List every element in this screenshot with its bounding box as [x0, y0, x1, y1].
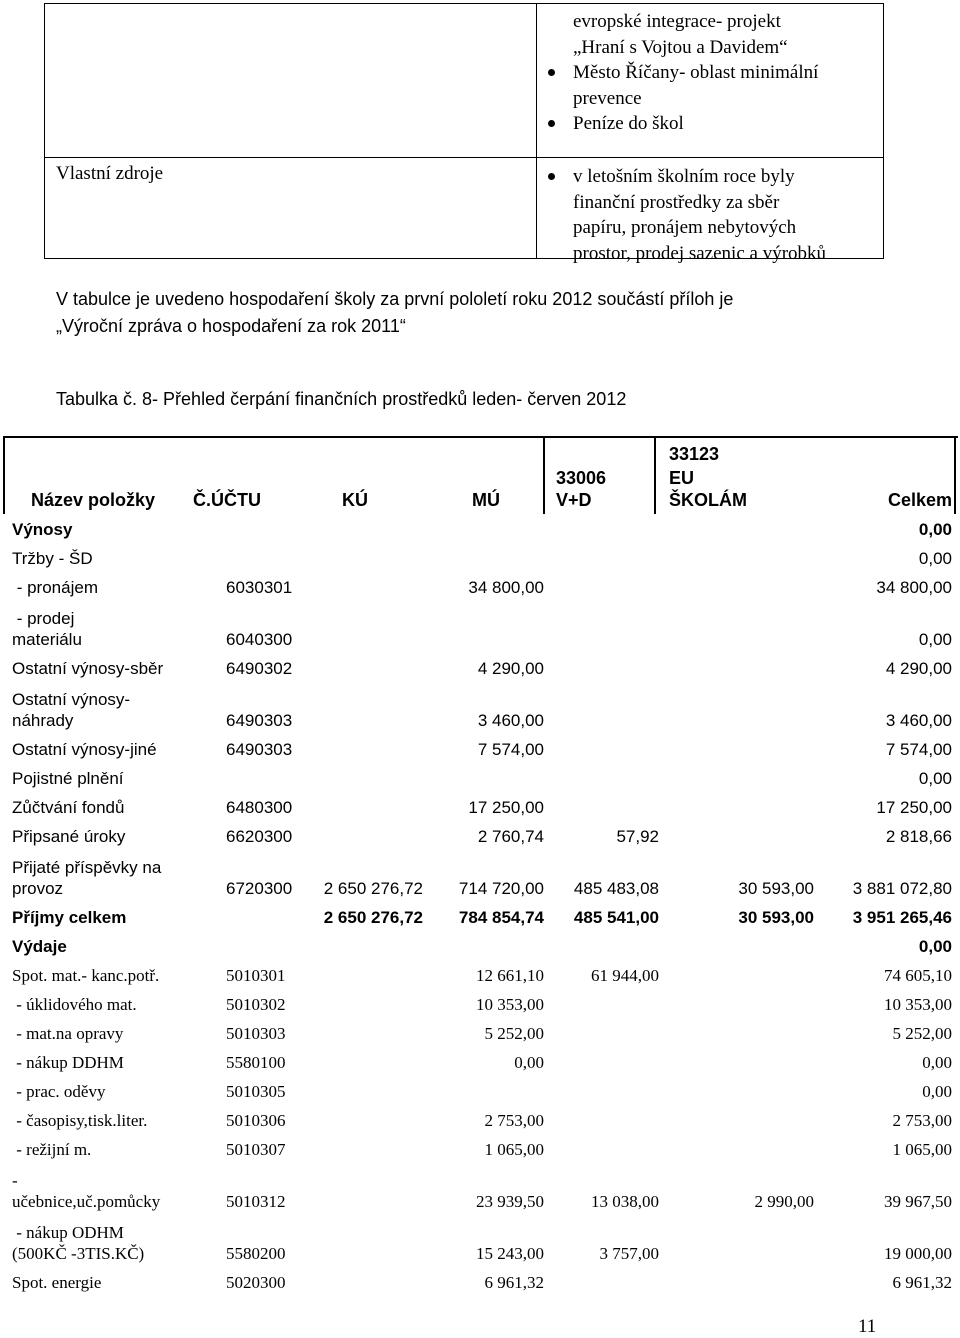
- table-row: [3, 960, 958, 989]
- list-item: Město Říčany- oblast minimální: [573, 60, 818, 86]
- row-account: 6490303: [226, 711, 293, 730]
- row-mu: 7 574,00: [477, 740, 544, 759]
- table-row: [3, 902, 958, 931]
- row-name: Ostatní výnosy-jiné: [12, 740, 157, 759]
- page-number: 11: [858, 1316, 877, 1337]
- table-row: [3, 1215, 958, 1267]
- row-total: 0,00: [922, 1082, 952, 1101]
- own-resources-label: Vlastní zdroje: [56, 163, 164, 184]
- row-name: Ostatní výnosy-sběr: [12, 659, 164, 678]
- row-mu: 23 939,50: [476, 1192, 544, 1211]
- row-account: 5010306: [226, 1111, 286, 1130]
- row-total: 0,00: [922, 1053, 952, 1072]
- row-total: 19 000,00: [884, 1244, 952, 1263]
- list-item: papíru, pronájem nebytových: [573, 217, 797, 238]
- row-total: 6 961,32: [892, 1273, 952, 1292]
- row-total: 2 753,00: [892, 1111, 952, 1130]
- table-row: [3, 1163, 958, 1215]
- row-mu: 12 661,10: [476, 966, 544, 985]
- table-body: [3, 514, 958, 1296]
- row-total: 5 252,00: [892, 1024, 952, 1043]
- row-account: 5010301: [226, 966, 286, 985]
- row-33123: 30 593,00: [738, 908, 814, 927]
- table-row: [3, 543, 958, 572]
- intro-line-2: „Výroční zpráva o hospodaření za rok 2011“: [56, 316, 406, 336]
- row-name: - učebnice,uč.pomůcky: [12, 1171, 161, 1211]
- row-mu: 2 753,00: [484, 1111, 544, 1130]
- row-name: - prodej materiálu: [12, 609, 82, 649]
- list-item: evropské integrace- projekt: [573, 11, 781, 32]
- row-total: 4 290,00: [885, 659, 952, 678]
- row-name: Výdaje: [12, 937, 67, 956]
- row-mu: 4 290,00: [477, 659, 544, 678]
- row-account: 6490303: [226, 740, 293, 759]
- row-name: Zůčtvání fondů: [12, 798, 125, 817]
- header-account: Č.ÚČTU: [193, 490, 261, 510]
- row-account: 5580100: [226, 1053, 286, 1072]
- row-name: Přijaté příspěvky na provoz: [12, 858, 162, 898]
- row-mu: 784 854,74: [458, 908, 544, 927]
- row-account: 6480300: [226, 798, 293, 817]
- table-row: [3, 601, 958, 653]
- row-name: - úklidového mat.: [12, 995, 137, 1014]
- row-total: 39 967,50: [884, 1192, 952, 1211]
- table-row: [3, 734, 958, 763]
- row-mu: 714 720,00: [458, 879, 544, 898]
- table-row: [3, 989, 958, 1018]
- table-row: [3, 1047, 958, 1076]
- row-name: Připsané úroky: [12, 827, 126, 846]
- header-33123-code: 33123: [669, 444, 720, 464]
- row-account: 5010307: [226, 1140, 286, 1159]
- row-name: - mat.na opravy: [12, 1024, 124, 1043]
- row-total: 3 881 072,80: [852, 879, 952, 898]
- row-total: 3 460,00: [885, 711, 952, 730]
- row-33006: 485 541,00: [573, 908, 659, 927]
- table-row: [3, 792, 958, 821]
- row-account: 5020300: [226, 1273, 286, 1292]
- row-33006: 485 483,08: [573, 879, 659, 898]
- row-total: 17 250,00: [876, 798, 952, 817]
- row-name: Výnosy: [12, 520, 73, 539]
- header-33006-code: 33006: [556, 468, 607, 488]
- row-account: 5010312: [226, 1192, 286, 1211]
- row-total: 0,00: [918, 520, 952, 539]
- row-divider: [45, 157, 883, 158]
- row-account: 6720300: [226, 879, 293, 898]
- table-row: [3, 850, 958, 902]
- table-row: [3, 931, 958, 960]
- row-account: 6490302: [226, 659, 293, 678]
- row-total: 0,00: [918, 630, 952, 649]
- intro-paragraph: [56, 286, 856, 340]
- row-name: - prac. oděvy: [12, 1082, 106, 1101]
- finance-table: [3, 436, 958, 1296]
- row-mu: 17 250,00: [468, 798, 544, 817]
- table-row: [3, 1105, 958, 1134]
- row-total: 0,00: [918, 937, 952, 956]
- row-mu: 1 065,00: [484, 1140, 544, 1159]
- table-row: [3, 682, 958, 734]
- row-name: - časopisy,tisk.liter.: [12, 1111, 148, 1130]
- header-mu: MÚ: [472, 490, 500, 510]
- column-divider: [536, 4, 537, 258]
- row-account: 5010305: [226, 1082, 286, 1101]
- row-ku: 2 650 276,72: [323, 908, 423, 927]
- row-mu: 6 961,32: [484, 1273, 544, 1292]
- list-item: prevence: [573, 87, 642, 109]
- header-ku: KÚ: [342, 490, 368, 510]
- row-account: 5010302: [226, 995, 286, 1014]
- table-row: [3, 1076, 958, 1105]
- header-33123-label: ŠKOLÁM: [669, 490, 747, 510]
- projects-list: [573, 9, 818, 137]
- row-33006: 61 944,00: [591, 966, 659, 985]
- table-row: [3, 1267, 958, 1296]
- row-mu: 34 800,00: [468, 578, 544, 597]
- row-name: - pronájem: [12, 578, 98, 597]
- table-caption: Tabulka č. 8- Přehled čerpání finančních prostředků leden- červen 2012: [56, 389, 627, 409]
- row-name: Spot. mat.- kanc.potř.: [12, 966, 160, 985]
- row-33123: 2 990,00: [754, 1192, 814, 1211]
- row-total: 10 353,00: [884, 995, 952, 1014]
- row-account: 5580200: [226, 1244, 286, 1263]
- table-row: [3, 1018, 958, 1047]
- list-item: prostor, prodej sazenic a výrobků: [573, 242, 827, 264]
- row-account: 6030301: [226, 578, 293, 597]
- row-total: 0,00: [918, 769, 952, 788]
- row-total: 3 951 265,46: [852, 908, 952, 927]
- table-row: [3, 1134, 958, 1163]
- row-total: 74 605,10: [884, 966, 952, 985]
- table-row: [3, 821, 958, 850]
- table-row: [3, 572, 958, 601]
- row-total: 2 818,66: [885, 827, 952, 846]
- row-33006: 3 757,00: [599, 1244, 659, 1263]
- row-mu: 5 252,00: [484, 1024, 544, 1043]
- row-mu: 3 460,00: [477, 711, 544, 730]
- row-total: 0,00: [918, 549, 952, 568]
- row-name: Ostatní výnosy- náhrady: [12, 690, 131, 730]
- row-mu: 15 243,00: [476, 1244, 544, 1263]
- row-account: 6040300: [226, 630, 293, 649]
- own-resources-list: [573, 164, 826, 266]
- row-mu: 0,00: [514, 1053, 544, 1072]
- row-total: 7 574,00: [885, 740, 952, 759]
- header-total: Celkem: [887, 490, 952, 510]
- row-account: 5010303: [226, 1024, 286, 1043]
- row-33006: 13 038,00: [591, 1192, 659, 1211]
- table-header: [3, 438, 958, 514]
- row-name: Tržby - ŠD: [12, 549, 93, 568]
- support-table: [44, 3, 884, 264]
- row-name: - nákup DDHM: [12, 1053, 124, 1072]
- row-name: Pojistné plnění: [12, 769, 124, 788]
- table-row: [3, 653, 958, 682]
- row-total: 34 800,00: [876, 578, 952, 597]
- row-mu: 10 353,00: [476, 995, 544, 1014]
- row-name: - nákup ODHM (500KČ -3TIS.KČ): [12, 1223, 145, 1263]
- table-row: [3, 514, 958, 543]
- list-item: Peníze do škol: [573, 111, 818, 137]
- row-name: - režijní m.: [12, 1140, 92, 1159]
- list-item: v letošním školním roce byly: [573, 164, 826, 190]
- intro-line-1: V tabulce je uvedeno hospodaření školy za první pololetí roku 2012 součástí příloh je: [56, 289, 734, 309]
- table-row: [3, 763, 958, 792]
- row-33006: 57,92: [616, 827, 659, 846]
- row-total: 1 065,00: [892, 1140, 952, 1159]
- list-item: finanční prostředky za sběr: [573, 191, 780, 213]
- header-33006-label: V+D: [556, 490, 592, 510]
- row-mu: 2 760,74: [477, 827, 544, 846]
- list-item: „Hraní s Vojtou a Davidem“: [573, 36, 788, 58]
- row-ku: 2 650 276,72: [323, 879, 423, 898]
- row-33123: 30 593,00: [738, 879, 814, 898]
- header-33123-eu: EU: [669, 468, 695, 488]
- row-name: Spot. energie: [12, 1273, 102, 1292]
- header-name: Název položky: [31, 490, 156, 510]
- row-name: Příjmy celkem: [12, 908, 127, 927]
- row-account: 6620300: [226, 827, 293, 846]
